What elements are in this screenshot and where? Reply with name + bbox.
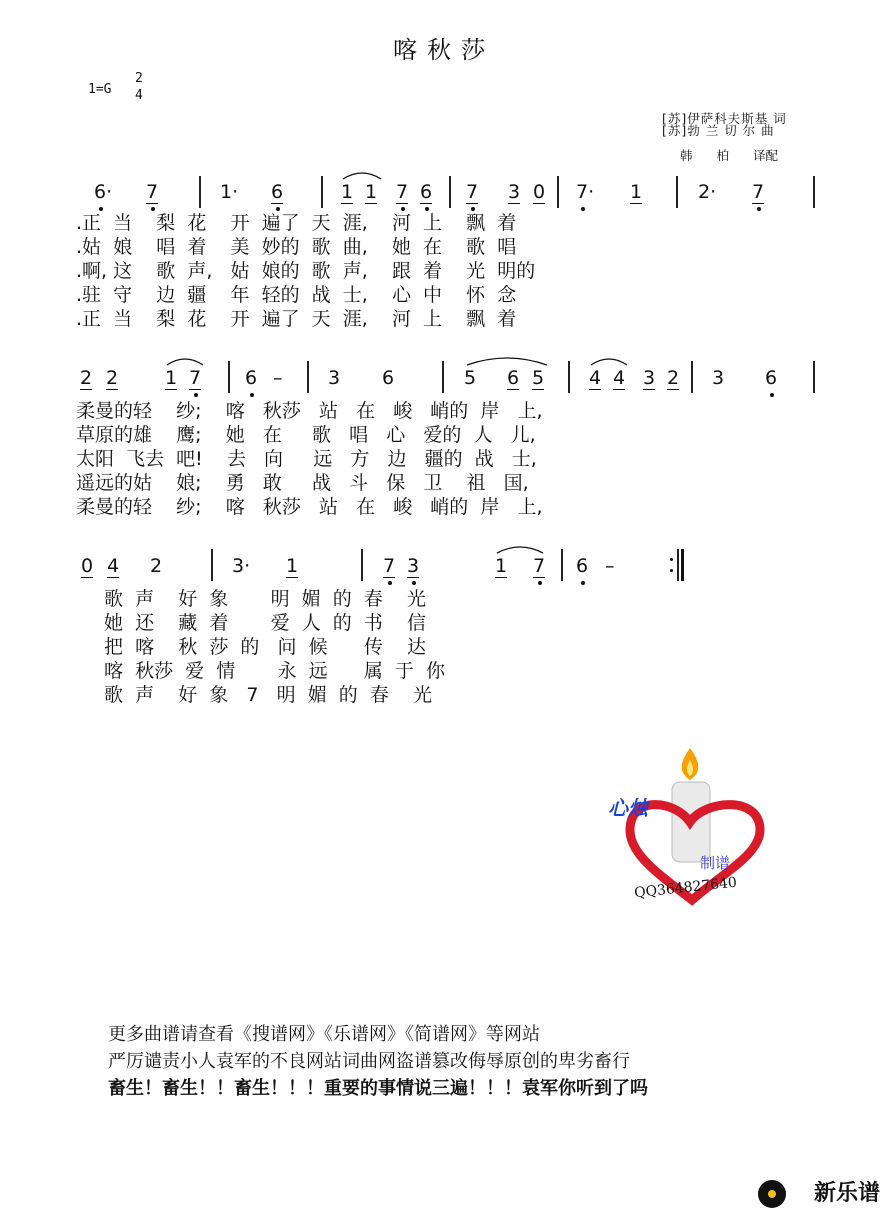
note: 7 — [396, 181, 409, 203]
lower-octave-dot — [757, 207, 761, 211]
logo-qq: QQ364827640 — [633, 874, 738, 902]
lyricist-credit: [苏]伊萨科夫斯基 词 — [662, 111, 787, 126]
lower-octave-dot — [412, 581, 416, 585]
note: 1 — [365, 181, 378, 203]
lyrics-verse-4: .驻 守 边 疆 年 轻的 战 士, 心 中 怀 念 — [76, 284, 517, 306]
composer-credit: [苏]勃 兰 切 尔 曲 — [662, 123, 775, 138]
note: 3 — [712, 367, 725, 389]
lower-octave-dot — [538, 581, 542, 585]
lower-octave-dot — [250, 393, 254, 397]
note: 3 — [643, 367, 656, 389]
note: 1 — [495, 555, 508, 577]
lyrics-verse-3: 太阳 飞去 吧! 去 向 远 方 边 疆的 战 士, — [76, 448, 537, 470]
barline — [228, 361, 230, 393]
note: 7 — [189, 367, 202, 389]
barline — [211, 549, 213, 581]
note: 6· — [94, 181, 113, 203]
barline — [561, 549, 563, 581]
note: 4 — [589, 367, 602, 389]
time-sig-top: 2 — [135, 71, 143, 86]
lyrics-verse-1: 柔曼的轻 纱; 喀 秋莎 站 在 峻 峭的 岸 上, — [76, 400, 543, 422]
note: 7 — [466, 181, 479, 203]
barline — [691, 361, 693, 393]
lyrics-verse-1: 歌 声 好 象 明 媚 的 春 光 — [104, 588, 426, 610]
record-icon — [758, 1180, 786, 1208]
lower-octave-dot — [388, 581, 392, 585]
note: 1 — [630, 181, 643, 203]
logo-text-left: 心烛 — [608, 796, 648, 820]
slur — [590, 356, 628, 366]
key-signature: 1=G — [88, 82, 112, 97]
note: 5 — [464, 367, 477, 389]
barline — [321, 176, 323, 208]
slur — [466, 356, 548, 366]
repeat-dot — [670, 558, 673, 561]
lyrics-verse-5: 歌 声 好 象 7 明 媚 的 春 光 — [104, 684, 433, 706]
barline — [813, 176, 815, 208]
barline — [557, 176, 559, 208]
lyrics-verse-2: .姑 娘 唱 着 美 妙的 歌 曲, 她 在 歌 唱 — [76, 236, 517, 258]
note: 4 — [613, 367, 626, 389]
note: 3 — [407, 555, 420, 577]
slur — [496, 544, 544, 554]
lyrics-verse-3: 把 喀 秋 莎 的 问 候 传 达 — [104, 636, 426, 658]
lyrics-verse-1: .正 当 梨 花 开 遍了 天 涯, 河 上 飘 着 — [76, 212, 517, 234]
arranger-credit: 韩 柏 译配 — [680, 148, 778, 163]
lyrics-verse-2: 草原的雄 鹰; 她 在 歌 唱 心 爱的 人 儿, — [76, 424, 536, 446]
lower-octave-dot — [581, 207, 585, 211]
note: 3 — [508, 181, 521, 203]
brand-logo-text: 新乐谱 — [813, 1181, 880, 1206]
lyrics-verse-4: 遥远的姑 娘; 勇 敢 战 斗 保 卫 祖 国, — [76, 472, 529, 494]
footer-line-2: 严厉谴责小人袁军的不良网站词曲网盗谱篡改侮辱原创的卑劣畜行 — [108, 1051, 630, 1072]
barline — [199, 176, 201, 208]
note: 6 — [382, 367, 395, 389]
lyrics-verse-4: 喀 秋莎 爱 情 永 远 属 于 你 — [104, 660, 445, 682]
note: 6 — [420, 181, 433, 203]
note: 7· — [576, 181, 595, 203]
time-signature — [135, 70, 143, 104]
note: 5 — [532, 367, 545, 389]
barline — [442, 361, 444, 393]
note: 2· — [698, 181, 717, 203]
note: 7 — [533, 555, 546, 577]
note: 2 — [150, 555, 163, 577]
note: 0 — [81, 555, 94, 577]
footer-line-1: 更多曲谱请查看《搜谱网》《乐谱网》《简谱网》等网站 — [108, 1024, 540, 1045]
note: 4 — [107, 555, 120, 577]
logo-text-right: 制谱 — [700, 854, 731, 872]
note: 1 — [286, 555, 299, 577]
note: 6 — [765, 367, 778, 389]
lyrics-verse-2: 她 还 藏 着 爱 人 的 书 信 — [104, 612, 426, 634]
note: 1 — [165, 367, 178, 389]
barline — [449, 176, 451, 208]
lower-octave-dot — [194, 393, 198, 397]
barline — [677, 549, 679, 581]
slur — [166, 356, 204, 366]
barline — [361, 549, 363, 581]
note: – — [273, 367, 283, 389]
song-title: 喀秋莎 — [393, 36, 495, 64]
footer-line-3: 畜生！畜生！！畜生！！！重要的事情说三遍！！！袁军你听到了吗 — [108, 1078, 648, 1099]
note: 6 — [576, 555, 589, 577]
barline — [813, 361, 815, 393]
note: 3 — [328, 367, 341, 389]
lower-octave-dot — [770, 393, 774, 397]
lyrics-verse-5: 柔曼的轻 纱; 喀 秋莎 站 在 峻 峭的 岸 上, — [76, 496, 543, 518]
note: 6 — [507, 367, 520, 389]
lower-octave-dot — [581, 581, 585, 585]
lyrics-verse-5: .正 当 梨 花 开 遍了 天 涯, 河 上 飘 着 — [76, 308, 517, 330]
candle-heart-logo — [600, 740, 780, 910]
note: 2 — [667, 367, 680, 389]
note: 6 — [245, 367, 258, 389]
note: 3· — [232, 555, 251, 577]
barline — [307, 361, 309, 393]
note: 0 — [533, 181, 546, 203]
note: 7 — [146, 181, 159, 203]
note: 2 — [80, 367, 93, 389]
note: 1· — [220, 181, 239, 203]
time-sig-bottom: 4 — [135, 88, 143, 103]
note: 1 — [341, 181, 354, 203]
barline — [568, 361, 570, 393]
slur — [342, 170, 382, 180]
final-barline — [681, 549, 684, 581]
note: – — [605, 555, 615, 577]
lyrics-verse-3: .啊, 这 歌 声, 姑 娘的 歌 声, 跟 着 光 明的 — [76, 260, 536, 282]
note: 7 — [752, 181, 765, 203]
note: 7 — [383, 555, 396, 577]
note: 6 — [271, 181, 284, 203]
repeat-dot — [670, 569, 673, 572]
barline — [676, 176, 678, 208]
note: 2 — [106, 367, 119, 389]
